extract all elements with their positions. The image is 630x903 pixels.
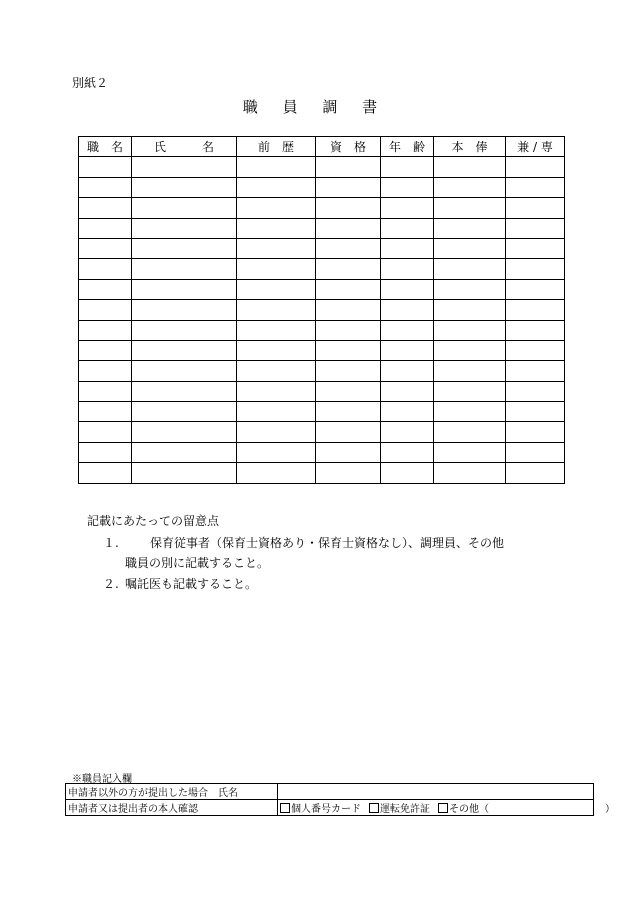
table-cell[interactable] bbox=[381, 422, 434, 442]
table-cell[interactable] bbox=[79, 340, 132, 360]
table-cell[interactable] bbox=[316, 361, 381, 381]
table-cell[interactable] bbox=[316, 198, 381, 218]
table-cell[interactable] bbox=[132, 157, 237, 177]
table-row bbox=[79, 198, 565, 218]
table-cell[interactable] bbox=[434, 198, 506, 218]
table-cell[interactable] bbox=[381, 402, 434, 422]
table-cell[interactable] bbox=[506, 402, 565, 422]
table-cell[interactable] bbox=[381, 238, 434, 258]
note-number: ２. bbox=[103, 577, 119, 591]
table-cell[interactable] bbox=[237, 340, 316, 360]
table-cell[interactable] bbox=[506, 259, 565, 279]
table-cell[interactable] bbox=[381, 259, 434, 279]
table-cell[interactable] bbox=[316, 259, 381, 279]
option-label: 運転免許証 bbox=[380, 804, 430, 815]
table-cell[interactable] bbox=[316, 463, 381, 483]
table-cell[interactable] bbox=[381, 300, 434, 320]
table-cell[interactable] bbox=[316, 279, 381, 299]
table-cell[interactable] bbox=[316, 177, 381, 197]
table-cell[interactable] bbox=[316, 402, 381, 422]
table-cell[interactable] bbox=[79, 238, 132, 258]
table-cell[interactable] bbox=[79, 259, 132, 279]
column-header: 兼 / 専 bbox=[506, 137, 565, 157]
column-header: 職 名 bbox=[79, 137, 132, 157]
table-cell[interactable] bbox=[316, 381, 381, 401]
table-cell[interactable] bbox=[381, 463, 434, 483]
table-cell[interactable] bbox=[79, 463, 132, 483]
table-cell[interactable] bbox=[381, 442, 434, 462]
table-cell[interactable] bbox=[506, 381, 565, 401]
table-row bbox=[79, 238, 565, 258]
row-label: 申請者又は提出者の本人確認 bbox=[66, 800, 278, 816]
table-cell[interactable] bbox=[132, 279, 237, 299]
table-cell[interactable] bbox=[381, 361, 434, 381]
table-row bbox=[79, 259, 565, 279]
table-cell[interactable] bbox=[79, 279, 132, 299]
page-title: 職 員 調 書 bbox=[242, 98, 388, 116]
table-cell[interactable] bbox=[79, 422, 132, 442]
option-drivers-license[interactable] bbox=[369, 804, 430, 815]
table-cell[interactable] bbox=[381, 218, 434, 238]
table-row bbox=[79, 381, 565, 401]
table-cell[interactable] bbox=[316, 422, 381, 442]
table-cell[interactable] bbox=[316, 320, 381, 340]
option-label: 個人番号カード bbox=[291, 804, 361, 815]
table-row bbox=[79, 463, 565, 483]
table-cell[interactable] bbox=[79, 361, 132, 381]
table-cell[interactable] bbox=[316, 300, 381, 320]
table-cell[interactable] bbox=[237, 320, 316, 340]
table-row bbox=[79, 177, 565, 197]
table-row bbox=[66, 800, 594, 816]
table-cell[interactable] bbox=[79, 442, 132, 462]
table-cell[interactable] bbox=[237, 381, 316, 401]
table-cell[interactable] bbox=[381, 177, 434, 197]
table-cell[interactable] bbox=[506, 422, 565, 442]
id-check-options bbox=[278, 800, 615, 816]
table-cell[interactable] bbox=[79, 218, 132, 238]
table-cell[interactable] bbox=[381, 157, 434, 177]
staff-section-label: ※職員記入欄 bbox=[72, 774, 132, 785]
table-row bbox=[66, 784, 594, 800]
table-cell[interactable] bbox=[237, 422, 316, 442]
table-cell[interactable] bbox=[79, 402, 132, 422]
checkbox-icon[interactable] bbox=[369, 803, 379, 813]
table-cell[interactable] bbox=[506, 463, 565, 483]
table-cell[interactable] bbox=[237, 442, 316, 462]
table-cell[interactable] bbox=[506, 442, 565, 462]
table-row bbox=[79, 442, 565, 462]
table-cell[interactable] bbox=[506, 300, 565, 320]
table-row bbox=[79, 402, 565, 422]
table-cell[interactable] bbox=[434, 463, 506, 483]
table-cell[interactable] bbox=[434, 218, 506, 238]
note-number: １. bbox=[103, 536, 119, 550]
table-cell[interactable] bbox=[237, 198, 316, 218]
note-text: 嘱託医も記載すること。 bbox=[125, 577, 258, 591]
table-cell[interactable] bbox=[434, 422, 506, 442]
table-row bbox=[79, 361, 565, 381]
table-cell[interactable] bbox=[237, 157, 316, 177]
note-text-continuation: 職員の別に記載すること。 bbox=[125, 556, 270, 570]
table-cell[interactable] bbox=[237, 218, 316, 238]
table-cell[interactable] bbox=[434, 300, 506, 320]
table-cell[interactable] bbox=[132, 300, 237, 320]
table-cell[interactable] bbox=[132, 361, 237, 381]
submitter-name-field[interactable] bbox=[278, 784, 594, 800]
table-cell[interactable] bbox=[434, 279, 506, 299]
table-cell[interactable] bbox=[506, 218, 565, 238]
table-cell[interactable] bbox=[316, 157, 381, 177]
table-cell[interactable] bbox=[79, 157, 132, 177]
table-row bbox=[79, 279, 565, 299]
table-cell[interactable] bbox=[132, 259, 237, 279]
option-mynumber-card[interactable] bbox=[280, 804, 361, 815]
checkbox-icon[interactable] bbox=[280, 803, 290, 813]
table-row bbox=[79, 218, 565, 238]
option-other[interactable] bbox=[438, 804, 489, 815]
table-cell[interactable] bbox=[316, 442, 381, 462]
table-cell[interactable] bbox=[237, 279, 316, 299]
table-cell[interactable] bbox=[237, 463, 316, 483]
table-header-row bbox=[79, 137, 565, 157]
row-label: 申請者以外の方が提出した場合 氏名 bbox=[66, 784, 278, 800]
table-row bbox=[79, 300, 565, 320]
table-cell[interactable] bbox=[506, 198, 565, 218]
table-cell[interactable] bbox=[132, 463, 237, 483]
table-cell[interactable] bbox=[79, 320, 132, 340]
table-cell[interactable] bbox=[506, 157, 565, 177]
attachment-label: 別紙２ bbox=[72, 76, 109, 90]
table-cell[interactable] bbox=[132, 218, 237, 238]
checkbox-icon[interactable] bbox=[438, 803, 448, 813]
table-cell[interactable] bbox=[316, 218, 381, 238]
table-cell[interactable] bbox=[434, 157, 506, 177]
table-row bbox=[79, 340, 565, 360]
table-cell[interactable] bbox=[434, 402, 506, 422]
column-header: 前 歴 bbox=[237, 137, 316, 157]
table-cell[interactable] bbox=[237, 402, 316, 422]
table-cell[interactable] bbox=[381, 320, 434, 340]
applicant-table bbox=[65, 783, 615, 816]
table-cell[interactable] bbox=[132, 177, 237, 197]
table-cell[interactable] bbox=[434, 238, 506, 258]
table-cell[interactable] bbox=[434, 361, 506, 381]
table-row bbox=[79, 320, 565, 340]
option-close: ） bbox=[605, 804, 615, 815]
table-cell[interactable] bbox=[237, 361, 316, 381]
table-cell[interactable] bbox=[132, 340, 237, 360]
table-cell[interactable] bbox=[316, 238, 381, 258]
staff-table bbox=[78, 136, 565, 484]
table-cell[interactable] bbox=[237, 177, 316, 197]
note-text: 保育従事者（保育士資格あり・保育士資格なし）、調理員、その他 bbox=[150, 536, 505, 550]
table-cell[interactable] bbox=[506, 340, 565, 360]
table-cell[interactable] bbox=[132, 320, 237, 340]
column-header: 資 格 bbox=[316, 137, 381, 157]
table-cell[interactable] bbox=[506, 279, 565, 299]
table-row bbox=[79, 422, 565, 442]
table-cell[interactable] bbox=[132, 238, 237, 258]
table-cell[interactable] bbox=[132, 442, 237, 462]
table-cell[interactable] bbox=[132, 381, 237, 401]
table-cell[interactable] bbox=[132, 422, 237, 442]
column-header: 氏 名 bbox=[132, 137, 237, 157]
column-header: 本 俸 bbox=[434, 137, 506, 157]
table-cell[interactable] bbox=[434, 442, 506, 462]
table-cell[interactable] bbox=[316, 340, 381, 360]
table-cell[interactable] bbox=[381, 381, 434, 401]
table-cell[interactable] bbox=[237, 238, 316, 258]
table-cell[interactable] bbox=[506, 177, 565, 197]
table-cell[interactable] bbox=[381, 279, 434, 299]
table-cell[interactable] bbox=[79, 198, 132, 218]
table-cell[interactable] bbox=[434, 177, 506, 197]
table-cell[interactable] bbox=[381, 198, 434, 218]
table-cell[interactable] bbox=[506, 320, 565, 340]
option-label: その他（ bbox=[449, 804, 489, 815]
table-cell[interactable] bbox=[132, 402, 237, 422]
table-cell[interactable] bbox=[434, 259, 506, 279]
table-cell[interactable] bbox=[506, 238, 565, 258]
table-cell[interactable] bbox=[434, 381, 506, 401]
column-header: 年 齢 bbox=[381, 137, 434, 157]
table-cell[interactable] bbox=[132, 198, 237, 218]
table-cell[interactable] bbox=[237, 259, 316, 279]
table-cell[interactable] bbox=[381, 340, 434, 360]
table-cell[interactable] bbox=[237, 300, 316, 320]
table-cell[interactable] bbox=[434, 340, 506, 360]
table-cell[interactable] bbox=[79, 300, 132, 320]
table-cell[interactable] bbox=[79, 177, 132, 197]
table-cell[interactable] bbox=[434, 320, 506, 340]
table-row bbox=[79, 157, 565, 177]
table-cell[interactable] bbox=[506, 361, 565, 381]
table-cell[interactable] bbox=[79, 381, 132, 401]
notes-heading: 記載にあたっての留意点 bbox=[87, 514, 220, 528]
